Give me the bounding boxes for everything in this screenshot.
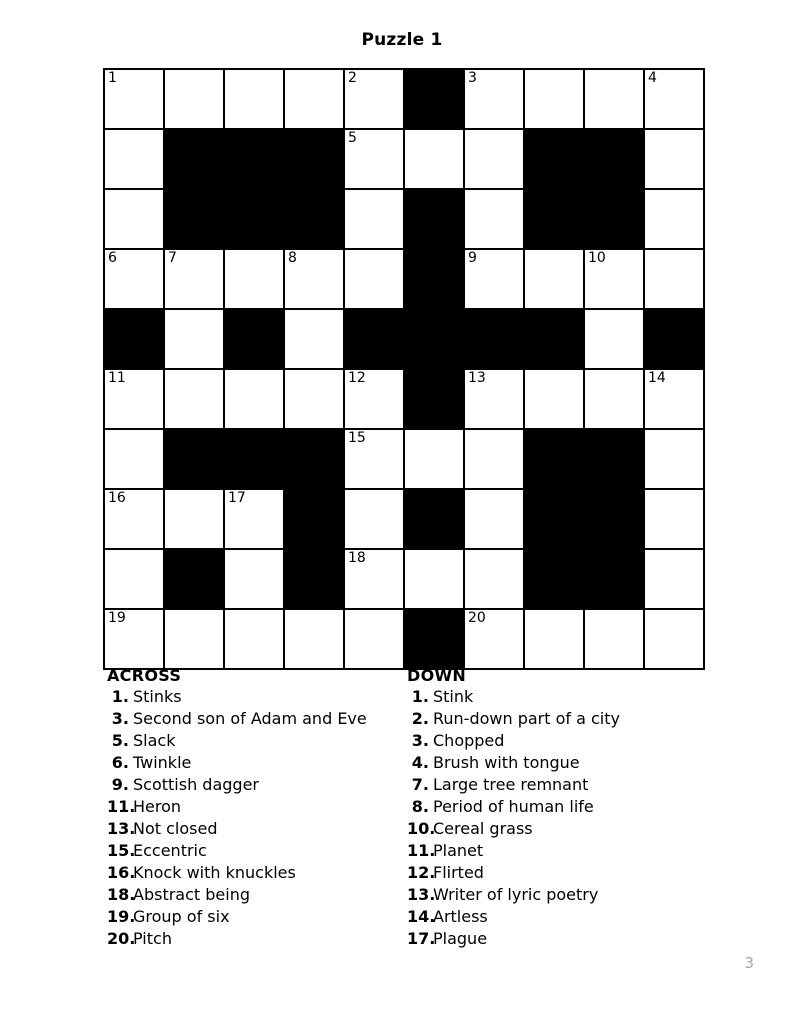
grid-cell-block	[284, 129, 344, 189]
clue-item[interactable]	[407, 686, 707, 708]
clue-item[interactable]	[407, 730, 707, 752]
grid-cell-block	[524, 429, 584, 489]
grid-cell[interactable]	[104, 429, 164, 489]
grid-cell[interactable]	[344, 369, 404, 429]
clue-item[interactable]	[407, 884, 707, 906]
grid-cell-block	[464, 309, 524, 369]
clue-number: 1.	[411, 687, 429, 706]
crossword-grid[interactable]	[103, 68, 705, 670]
grid-cell-block	[164, 429, 224, 489]
grid-cell[interactable]	[224, 249, 284, 309]
grid-cell-number: 1	[108, 70, 117, 86]
grid-cell[interactable]	[344, 609, 404, 669]
grid-cell[interactable]	[464, 249, 524, 309]
grid-cell[interactable]	[284, 249, 344, 309]
grid-cell-number: 7	[168, 250, 177, 266]
grid-row	[104, 489, 704, 549]
grid-cell-number: 4	[648, 70, 657, 86]
grid-cell-block	[584, 549, 644, 609]
clue-text: Heron	[133, 797, 182, 816]
grid-cell[interactable]	[524, 249, 584, 309]
grid-cell[interactable]	[344, 129, 404, 189]
grid-row	[104, 309, 704, 369]
grid-cell[interactable]	[284, 309, 344, 369]
grid-cell-block	[224, 309, 284, 369]
grid-cell[interactable]	[284, 69, 344, 129]
grid-cell-number: 11	[108, 370, 126, 386]
down-clues-column	[407, 666, 707, 950]
clue-text: Cereal grass	[433, 819, 533, 838]
grid-cell-block	[584, 489, 644, 549]
clue-text: Stink	[433, 687, 474, 706]
clue-number: 3.	[411, 731, 429, 750]
grid-cell-number: 3	[468, 70, 477, 86]
grid-cell[interactable]	[584, 369, 644, 429]
clue-number: 1.	[111, 687, 129, 706]
clue-number: 13.	[107, 819, 136, 838]
clue-item[interactable]	[107, 928, 407, 950]
grid-cell-block	[644, 309, 704, 369]
grid-cell[interactable]	[104, 249, 164, 309]
grid-cell[interactable]	[164, 249, 224, 309]
grid-cell[interactable]	[344, 189, 404, 249]
grid-cell-block	[284, 429, 344, 489]
clue-item[interactable]	[407, 708, 707, 730]
clue-number: 14.	[407, 907, 436, 926]
grid-cell-block	[524, 549, 584, 609]
clue-text: Scottish dagger	[133, 775, 259, 794]
grid-cell-block	[404, 309, 464, 369]
clue-item[interactable]	[407, 774, 707, 796]
grid-cell[interactable]	[464, 69, 524, 129]
grid-cell[interactable]	[164, 369, 224, 429]
clue-number: 13.	[407, 885, 436, 904]
clue-item[interactable]	[107, 796, 407, 818]
clue-number: 4.	[411, 753, 429, 772]
grid-cell[interactable]	[584, 609, 644, 669]
down-heading: DOWN	[407, 666, 467, 685]
grid-cell[interactable]	[644, 609, 704, 669]
clue-item[interactable]	[407, 752, 707, 774]
clue-text: Chopped	[433, 731, 505, 750]
grid-cell-block	[164, 129, 224, 189]
across-clues-column	[107, 666, 407, 950]
grid-cell-block	[584, 129, 644, 189]
clue-item[interactable]	[107, 774, 407, 796]
grid-cell-block	[404, 489, 464, 549]
grid-cell[interactable]	[464, 609, 524, 669]
clue-number: 11.	[407, 841, 436, 860]
clue-text: Abstract being	[133, 885, 250, 904]
grid-row	[104, 129, 704, 189]
clue-text: Period of human life	[433, 797, 594, 816]
clue-number: 6.	[111, 753, 129, 772]
grid-cell-block	[164, 189, 224, 249]
grid-cell-number: 20	[468, 610, 486, 626]
grid-cell[interactable]	[104, 69, 164, 129]
grid-cell-number: 15	[348, 430, 366, 446]
grid-cell[interactable]	[464, 129, 524, 189]
grid-cell-number: 16	[108, 490, 126, 506]
clue-number: 8.	[411, 797, 429, 816]
grid-cell-number: 12	[348, 370, 366, 386]
clue-item[interactable]	[107, 862, 407, 884]
grid-row	[104, 609, 704, 669]
page-number: 3	[744, 954, 754, 972]
clue-text: Twinkle	[133, 753, 192, 772]
grid-cell-number: 8	[288, 250, 297, 266]
clue-text: Artless	[433, 907, 488, 926]
grid-row	[104, 549, 704, 609]
grid-cell-number: 9	[468, 250, 477, 266]
grid-cell[interactable]	[284, 369, 344, 429]
clue-text: Plague	[433, 929, 488, 948]
clue-number: 18.	[107, 885, 136, 904]
grid-cell-number: 6	[108, 250, 117, 266]
grid-cell-block	[164, 549, 224, 609]
grid-cell[interactable]	[404, 549, 464, 609]
grid-cell[interactable]	[644, 549, 704, 609]
grid-row	[104, 249, 704, 309]
clue-item[interactable]	[107, 840, 407, 862]
page-title: Puzzle 1	[361, 30, 443, 50]
grid-cell[interactable]	[644, 189, 704, 249]
grid-cell[interactable]	[104, 369, 164, 429]
grid-cell-block	[524, 129, 584, 189]
grid-cell[interactable]	[104, 129, 164, 189]
clue-item[interactable]	[407, 928, 707, 950]
grid-cell-number: 17	[228, 490, 246, 506]
grid-cell[interactable]	[404, 429, 464, 489]
grid-cell[interactable]	[464, 189, 524, 249]
clue-item[interactable]	[107, 752, 407, 774]
clue-text: Pitch	[133, 929, 172, 948]
grid-cell[interactable]	[584, 309, 644, 369]
grid-cell[interactable]	[644, 129, 704, 189]
clue-text: Not closed	[133, 819, 218, 838]
grid-row	[104, 69, 704, 129]
clue-item[interactable]	[107, 906, 407, 928]
grid-cell[interactable]	[524, 609, 584, 669]
across-heading: ACROSS	[107, 666, 182, 685]
clue-text: Flirted	[433, 863, 484, 882]
grid-cell-block	[404, 369, 464, 429]
clue-number: 9.	[111, 775, 129, 794]
grid-cell[interactable]	[164, 309, 224, 369]
clue-item[interactable]	[107, 884, 407, 906]
clue-number: 2.	[411, 709, 429, 728]
grid-cell[interactable]	[584, 249, 644, 309]
clue-number: 5.	[111, 731, 129, 750]
grid-cell[interactable]	[644, 429, 704, 489]
clue-item[interactable]	[407, 796, 707, 818]
grid-cell[interactable]	[644, 489, 704, 549]
grid-cell[interactable]	[344, 69, 404, 129]
crossword-grid-body	[104, 69, 704, 669]
grid-cell-block	[224, 129, 284, 189]
grid-row	[104, 429, 704, 489]
clue-text: Stinks	[133, 687, 182, 706]
grid-cell-block	[404, 189, 464, 249]
clue-number: 20.	[107, 929, 136, 948]
clue-text: Slack	[133, 731, 176, 750]
grid-cell-number: 13	[468, 370, 486, 386]
grid-cell-block	[524, 309, 584, 369]
clue-text: Planet	[433, 841, 484, 860]
grid-cell[interactable]	[524, 369, 584, 429]
clue-number: 7.	[411, 775, 429, 794]
grid-cell[interactable]	[344, 249, 404, 309]
grid-cell-block	[344, 309, 404, 369]
clue-item[interactable]	[107, 708, 407, 730]
grid-cell[interactable]	[284, 609, 344, 669]
clue-item[interactable]	[407, 862, 707, 884]
grid-cell[interactable]	[224, 489, 284, 549]
grid-cell-block	[284, 489, 344, 549]
grid-cell[interactable]	[464, 429, 524, 489]
grid-cell[interactable]	[524, 69, 584, 129]
clue-number: 15.	[107, 841, 136, 860]
clue-text: Brush with tongue	[433, 753, 580, 772]
grid-cell[interactable]	[104, 549, 164, 609]
grid-row	[104, 369, 704, 429]
clue-number: 17.	[407, 929, 436, 948]
grid-cell[interactable]	[584, 69, 644, 129]
clue-number: 16.	[107, 863, 136, 882]
grid-cell[interactable]	[344, 489, 404, 549]
grid-cell[interactable]	[344, 429, 404, 489]
grid-cell-number: 5	[348, 130, 357, 146]
across-clue-list	[107, 686, 407, 950]
grid-cell-block	[404, 69, 464, 129]
grid-cell-block	[284, 549, 344, 609]
grid-cell[interactable]	[464, 489, 524, 549]
grid-cell[interactable]	[464, 369, 524, 429]
grid-cell[interactable]	[224, 369, 284, 429]
clue-text: Knock with knuckles	[133, 863, 296, 882]
grid-cell-block	[584, 429, 644, 489]
grid-cell-block	[284, 189, 344, 249]
clue-item[interactable]	[407, 840, 707, 862]
grid-cell[interactable]	[104, 489, 164, 549]
clue-item[interactable]	[407, 818, 707, 840]
grid-cell[interactable]	[224, 69, 284, 129]
grid-cell-block	[524, 489, 584, 549]
grid-cell-number: 10	[588, 250, 606, 266]
clue-text: Large tree remnant	[433, 775, 589, 794]
clue-item[interactable]	[107, 730, 407, 752]
grid-cell-number: 19	[108, 610, 126, 626]
grid-cell[interactable]	[104, 609, 164, 669]
grid-cell[interactable]	[164, 609, 224, 669]
grid-cell[interactable]	[644, 249, 704, 309]
clue-number: 12.	[407, 863, 436, 882]
grid-cell-number: 2	[348, 70, 357, 86]
grid-cell-block	[224, 189, 284, 249]
grid-cell-number: 14	[648, 370, 666, 386]
grid-cell[interactable]	[644, 69, 704, 129]
clue-text: Second son of Adam and Eve	[133, 709, 367, 728]
down-clue-list	[407, 686, 707, 950]
grid-cell[interactable]	[404, 129, 464, 189]
grid-cell[interactable]	[104, 189, 164, 249]
grid-cell-block	[524, 189, 584, 249]
grid-cell[interactable]	[224, 609, 284, 669]
grid-cell[interactable]	[164, 489, 224, 549]
clue-item[interactable]	[107, 818, 407, 840]
clue-text: Group of six	[133, 907, 230, 926]
clue-number: 19.	[107, 907, 136, 926]
clue-number: 3.	[111, 709, 129, 728]
grid-cell-number: 18	[348, 550, 366, 566]
grid-row	[104, 189, 704, 249]
clue-text: Eccentric	[133, 841, 207, 860]
grid-cell-block	[584, 189, 644, 249]
grid-cell[interactable]	[224, 549, 284, 609]
grid-cell[interactable]	[464, 549, 524, 609]
clue-number: 10.	[407, 819, 436, 838]
grid-cell-block	[404, 249, 464, 309]
grid-cell[interactable]	[344, 549, 404, 609]
clue-text: Run-down part of a city	[433, 709, 620, 728]
grid-cell-block	[104, 309, 164, 369]
grid-cell-block	[404, 609, 464, 669]
clue-number: 11.	[107, 797, 136, 816]
clue-item[interactable]	[407, 906, 707, 928]
grid-cell[interactable]	[644, 369, 704, 429]
grid-cell[interactable]	[164, 69, 224, 129]
clue-text: Writer of lyric poetry	[433, 885, 599, 904]
clue-item[interactable]	[107, 686, 407, 708]
grid-cell-block	[224, 429, 284, 489]
